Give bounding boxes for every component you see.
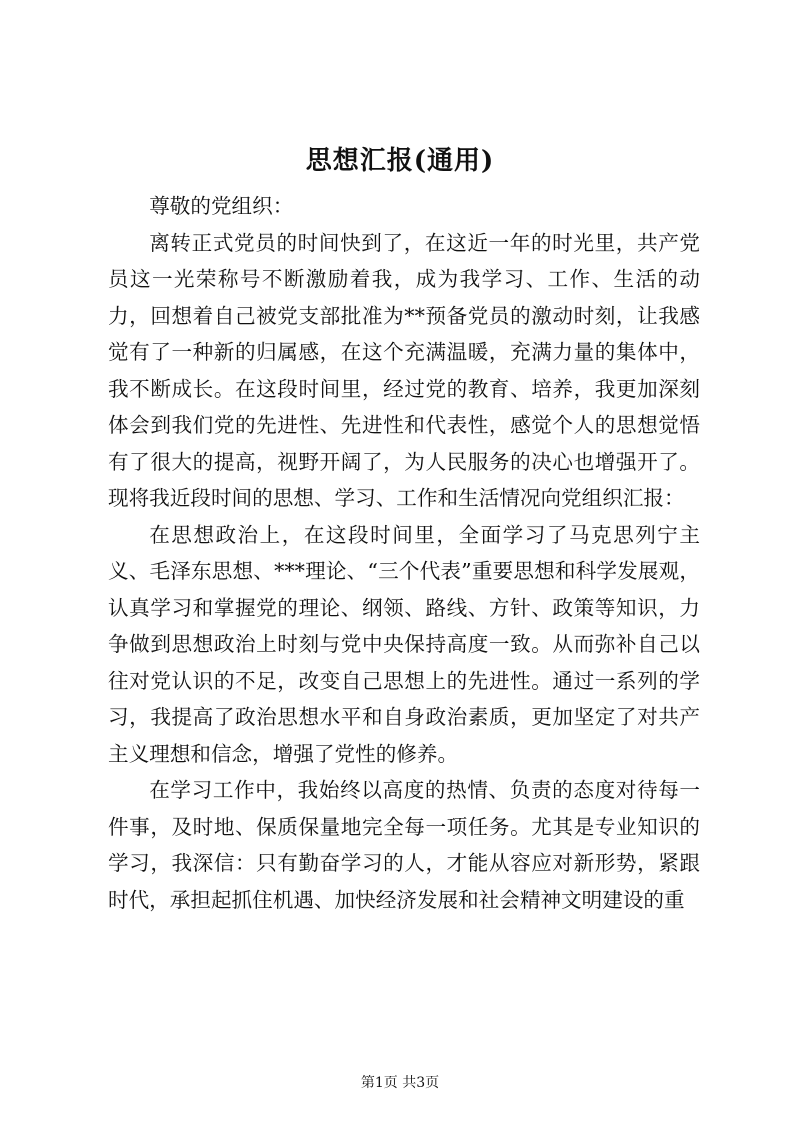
document-body — [108, 188, 700, 918]
document-title: 思想汇报(通用) — [305, 146, 495, 176]
page-footer: 第1页 共3页 — [360, 1075, 440, 1091]
paragraph-2: 在思想政治上，在这段时间里，全面学习了马克思列宁主义、毛泽东思想、***理论、“三个代表”重要思想和科学发展观，认真学习和掌握党的理论、纲领、路线、方针、政策等知识，力争做到思想政治上时刻与党中央保持高度一致。从而弥补自己以往对党认识的不足，改变自己思想上的先进性。通过一系列的学习，我提高了政治思想水平和自身政治素质，更加坚定了对共产主义理想和信念，增强了党性的修养。 — [108, 522, 700, 766]
paragraph-3: 在学习工作中，我始终以高度的热情、负责的态度对待每一件事，及时地、保质保量地完全每一项任务。尤其是专业知识的学习，我深信：只有勤奋学习的人，才能从容应对新形势，紧跟时代，承担起抓住机遇、加快经济发展和社会精神文明建设的重 — [108, 778, 700, 912]
paragraph-1: 离转正式党员的时间快到了，在这近一年的时光里，共产党员这一光荣称号不断激励着我，成为我学习、工作、生活的动力，回想着自己被党支部批准为**预备党员的激动时刻，让我感觉有了一种新的归属感，在这个充满温暖，充满力量的集体中，我不断成长。在这段时间里，经过党的教育、培养，我更加深刻体会到我们党的先进性、先进性和代表性，感觉个人的思想觉悟有了很大的提高，视野开阔了，为人民服务的决心也增强开了。现将我近段时间的思想、学习、工作和生活情况向党组织汇报： — [108, 230, 700, 510]
salutation: 尊敬的党组织： — [149, 194, 294, 218]
